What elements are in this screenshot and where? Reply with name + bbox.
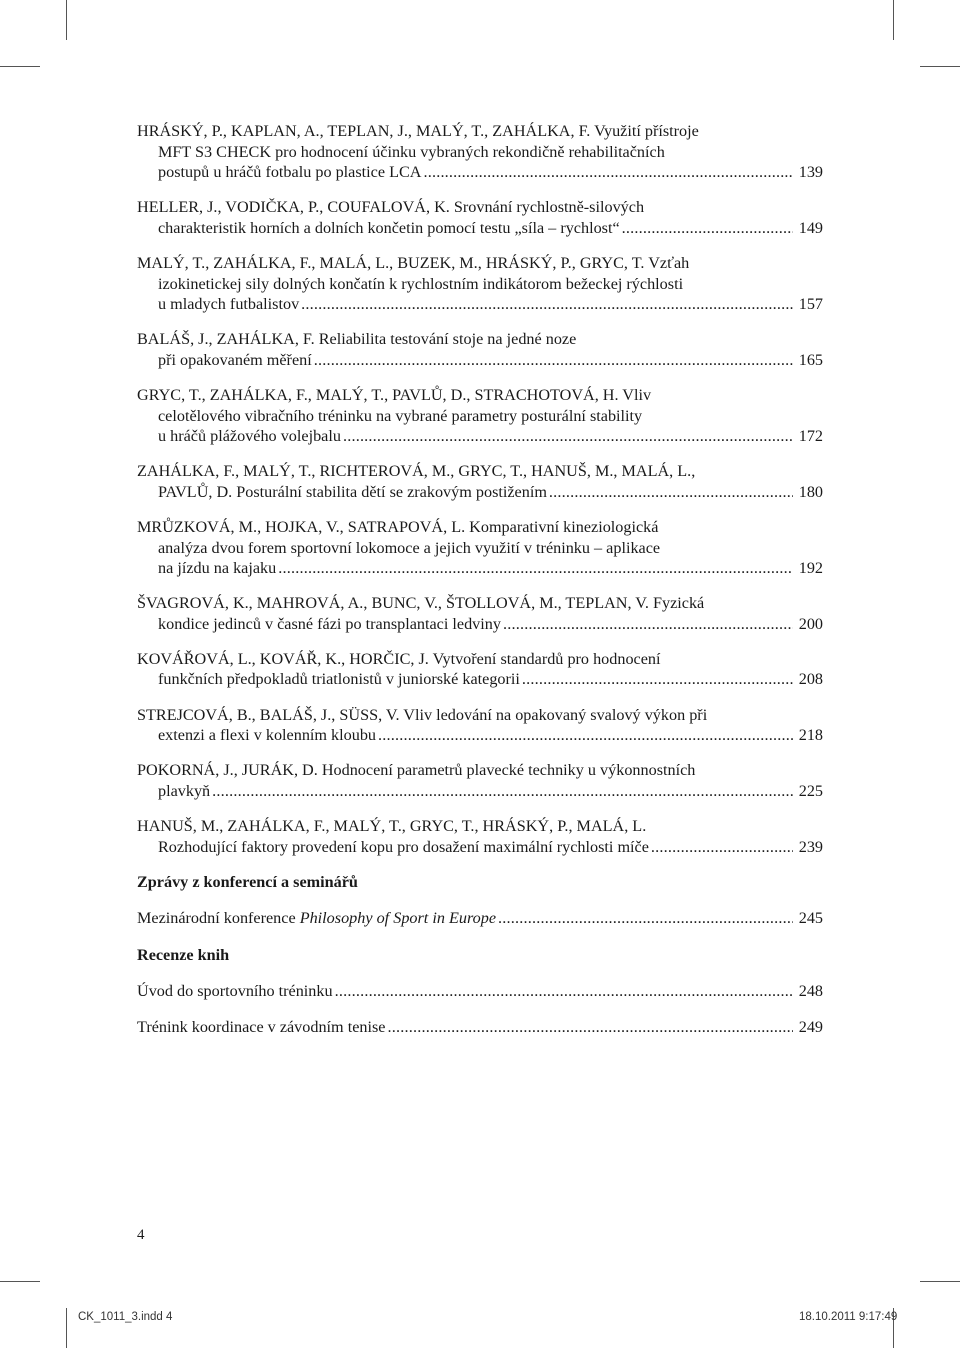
entry-first-line: POKORNÁ, J., JURÁK, D. Hodnocení parametrů plavecké techniky u výkonnostních xyxy=(137,761,696,780)
entry-first-line: HRÁSKÝ, P., KAPLAN, A., TEPLAN, J., MALÝ, T., ZAHÁLKA, F. Využití přístroje xyxy=(137,122,699,140)
entry-last-line: při opakovaném měření xyxy=(158,350,312,369)
page-number: 249 xyxy=(798,1018,823,1036)
page-number: 180 xyxy=(798,482,823,501)
entry-last-line: kondice jedinců v časné fázi po transplantaci ledviny xyxy=(158,614,501,633)
entry-last-line: na jízdu na kajaku xyxy=(158,559,277,578)
toc-entry xyxy=(137,197,823,238)
page-number: 157 xyxy=(798,295,823,314)
entry-line: MFT S3 CHECK pro hodnocení účinku vybraných rekondičně rehabilitačních xyxy=(158,142,665,161)
page-number: 192 xyxy=(798,559,823,578)
entry-last-line: u hráčů plážového volejbalu xyxy=(158,427,341,446)
entry-first-line: STREJCOVÁ, B., BALÁŠ, J., SÜSS, V. Vliv ledování na opakovaný svalový výkon při xyxy=(137,705,708,724)
dot-leader xyxy=(387,1017,792,1038)
section-heading: Zprávy z konferencí a seminářů xyxy=(137,872,358,891)
toc-entry xyxy=(137,760,823,801)
toc-entry xyxy=(137,908,823,929)
entry-last-line: charakteristik horních a dolních končetin pomocí testu „síla – rychlost“ xyxy=(158,218,620,237)
dot-leader xyxy=(423,162,792,183)
entry-title-prefix: Mezinárodní konference xyxy=(137,909,300,928)
entry-first-line: ZAHÁLKA, F., MALÝ, T., RICHTEROVÁ, M., GRYC, T., HANUŠ, M., MALÁ, L., xyxy=(137,462,696,481)
page-number: 239 xyxy=(798,837,823,856)
dot-leader xyxy=(549,482,793,503)
toc-entry xyxy=(137,593,823,634)
dot-leader xyxy=(212,781,793,802)
toc-entry xyxy=(137,461,823,502)
toc-entry xyxy=(137,385,823,447)
dot-leader xyxy=(503,614,793,635)
dot-leader xyxy=(622,218,793,239)
entry-last-line: extenzi a flexi v kolenním kloubu xyxy=(158,726,377,745)
entry-last-line: postupů u hráčů fotbalu po plastice LCA xyxy=(158,163,422,182)
page-number: 218 xyxy=(798,726,823,745)
page-number: 248 xyxy=(798,982,823,1001)
entry-first-line: MRŮZKOVÁ, M., HOJKA, V., SATRAPOVÁ, L. Komparativní kineziologická xyxy=(137,517,659,536)
page-number: 149 xyxy=(798,218,823,237)
page-number: 245 xyxy=(798,909,823,928)
dot-leader xyxy=(498,908,793,929)
table-of-contents xyxy=(137,121,823,1052)
page-number: 165 xyxy=(798,350,823,369)
crop-mark xyxy=(920,66,960,67)
entry-line: izokinetickej sily dolných končatín k rychlostním indikátorom bežeckej rýchlosti xyxy=(158,274,684,293)
toc-entry xyxy=(137,649,823,690)
entry-first-line: ŠVAGROVÁ, K., MAHROVÁ, A., BUNC, V., ŠTOLLOVÁ, M., TEPLAN, V. Fyzická xyxy=(137,594,705,613)
entry-first-line: GRYC, T., ZAHÁLKA, F., MALÝ, T., PAVLŮ, D., STRACHOTOVÁ, H. Vliv xyxy=(137,385,652,404)
crop-mark xyxy=(0,66,40,67)
page-number: 172 xyxy=(798,427,823,446)
entry-first-line: MALÝ, T., ZAHÁLKA, F., MALÁ, L., BUZEK, M., HRÁSKÝ, P., GRYC, T. Vzťah xyxy=(137,253,690,272)
page-number: 139 xyxy=(798,163,823,182)
page-number-folio: 4 xyxy=(137,1227,145,1243)
toc-entry xyxy=(137,121,823,183)
dot-leader xyxy=(651,837,793,858)
entry-last-line: plavkyň xyxy=(158,781,211,800)
toc-entry xyxy=(137,517,823,579)
crop-mark xyxy=(66,0,67,40)
toc-entry xyxy=(137,981,823,1002)
entry-first-line: HELLER, J., VODIČKA, P., COUFALOVÁ, K. Srovnání rychlostně-silových xyxy=(137,198,645,217)
crop-mark xyxy=(893,0,894,40)
dot-leader xyxy=(378,725,793,746)
entry-title xyxy=(137,908,496,929)
section-heading: Recenze knih xyxy=(137,945,230,964)
slug-timestamp: 18.10.2011 9:17:49 xyxy=(799,1311,898,1323)
entry-last-line: Rozhodující faktory provedení kopu pro dosažení maximální rychlosti míče xyxy=(158,837,649,856)
entry-last-line: PAVLŮ, D. Posturální stabilita dětí se zrakovým postižením xyxy=(158,482,547,501)
entry-last-line: funkčních předpokladů triatlonistů v juniorské kategorii xyxy=(158,670,520,689)
entry-line: celotělového vibračního tréninku na vybrané parametry posturální stability xyxy=(158,406,643,425)
dot-leader xyxy=(278,558,793,579)
entry-first-line: KOVÁŘOVÁ, L., KOVÁŘ, K., HORČIC, J. Vytvoření standardů pro hodnocení xyxy=(137,649,661,668)
entry-title-italic: Philosophy of Sport in Europe xyxy=(299,909,497,928)
entry-first-line: BALÁŠ, J., ZAHÁLKA, F. Reliabilita testování stoje na jedné noze xyxy=(137,330,577,349)
entry-title: Úvod do sportovního tréninku xyxy=(137,982,333,1001)
toc-entry xyxy=(137,329,823,370)
slug-filename: CK_1011_3.indd 4 xyxy=(78,1311,173,1323)
entry-title: Trénink koordinace v závodním tenise xyxy=(137,1018,386,1036)
entry-first-line: HANUŠ, M., ZAHÁLKA, F., MALÝ, T., GRYC, T., HRÁSKÝ, P., MALÁ, L. xyxy=(137,816,647,835)
page-number: 208 xyxy=(798,670,823,689)
page-number: 200 xyxy=(798,614,823,633)
toc-entry xyxy=(137,816,823,857)
dot-leader xyxy=(314,350,793,371)
dot-leader xyxy=(522,669,793,690)
page-number: 225 xyxy=(798,781,823,800)
crop-mark xyxy=(0,1281,40,1282)
entry-last-line: u mladych futbalistov xyxy=(158,295,300,314)
entry-line: analýza dvou forem sportovní lokomoce a jejich využití v tréninku – aplikace xyxy=(158,538,661,557)
crop-mark xyxy=(66,1308,67,1348)
dot-leader xyxy=(301,294,793,315)
toc-entry xyxy=(137,1017,823,1038)
toc-entry xyxy=(137,253,823,315)
crop-mark xyxy=(920,1281,960,1282)
toc-entry xyxy=(137,705,823,746)
dot-leader xyxy=(335,981,793,1002)
dot-leader xyxy=(343,426,793,447)
